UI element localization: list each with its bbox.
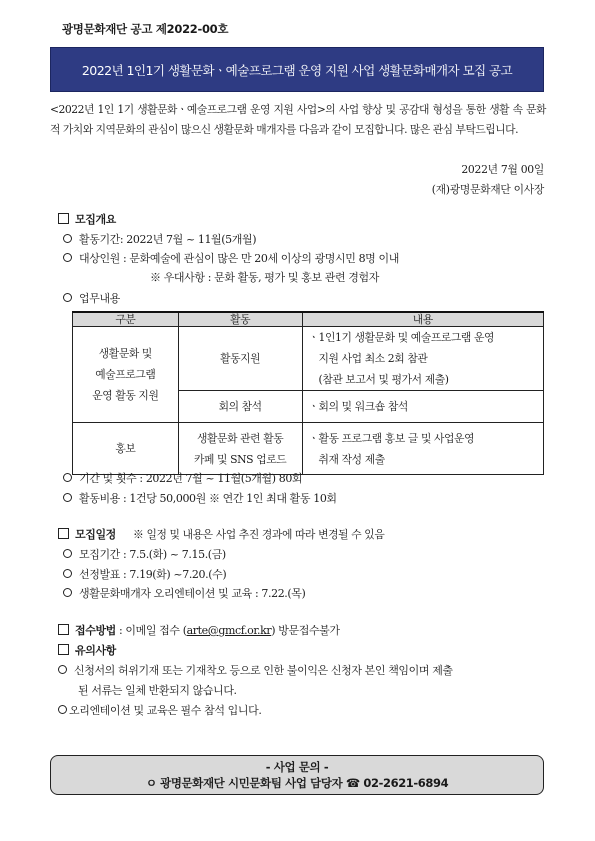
section-heading: 접수방법 xyxy=(75,624,116,637)
intro-paragraph: <2022년 1인 1기 생활문화ㆍ예술프로그램 운영 지원 사업>의 사업 향상 및 공감대 형성을 통한 생활 속 문화적 가치와 지역문화의 관심이 많으신 생활문화 매개자를 다음과 같이 모집합니다. 많은 관심 부탁드립니다. xyxy=(50,103,546,136)
list-item: 기간 및 횟수 : 2022년 7월 ~ 11월(5개월) 80회 xyxy=(63,470,302,486)
table-row xyxy=(73,327,544,391)
list-item: 대상인원 : 문화예술에 관심이 많은 만 20세 이상의 광명시민 8명 이내 xyxy=(63,250,399,266)
circle-bullet-icon xyxy=(63,473,72,482)
checkbox-square-icon xyxy=(58,213,69,224)
activity-cell: 생활문화 관련 활동 카페 및 SNS 업로드 xyxy=(178,423,302,475)
title-banner xyxy=(50,47,544,92)
circle-bullet-icon xyxy=(63,293,72,302)
activity-cell: 회의 참석 xyxy=(178,391,302,423)
preference-note: ※ 우대사항 : 문화 활동, 평가 및 홍보 관련 경험자 xyxy=(150,271,379,284)
category-cell: 홍보 xyxy=(73,423,179,475)
inquiry-box xyxy=(50,755,544,795)
list-item-continued: 된 서류는 일체 반환되지 않습니다. xyxy=(78,684,237,697)
section-caution xyxy=(58,642,116,658)
section-overview xyxy=(58,211,116,227)
table-row xyxy=(73,423,544,475)
checkbox-square-icon xyxy=(58,624,69,635)
issuer: (재)광명문화재단 이사장 xyxy=(431,183,544,196)
table-header-row xyxy=(73,312,544,327)
circle-bullet-icon xyxy=(63,234,72,243)
section-application: 접수방법 : 이메일 접수 (arte@gmcf.or.kr) 방문접수불가 xyxy=(58,622,340,638)
section-schedule xyxy=(58,526,384,542)
checkbox-square-icon xyxy=(58,528,69,539)
announcement-date: 2022년 7월 00일 xyxy=(461,163,544,176)
section-heading: 모집일정 xyxy=(75,528,116,541)
circle-bullet-icon xyxy=(63,253,72,262)
circle-bullet-icon xyxy=(63,588,72,597)
work-content-table xyxy=(72,311,544,475)
list-item: 모집기간 : 7.5.(화) ~ 7.15.(금) xyxy=(63,546,226,562)
section-heading: 모집개요 xyxy=(75,213,116,226)
list-item: 생활문화매개자 오리엔테이션 및 교육 : 7.22.(목) xyxy=(63,585,305,601)
circle-bullet-icon xyxy=(58,705,67,714)
list-item: 신청서의 허위기재 또는 기재착오 등으로 인한 불이익은 신청자 본인 책임이며 제출 xyxy=(58,662,453,678)
section-heading: 유의사항 xyxy=(75,644,116,657)
content-cell: ㆍ1인1기 생활문화 및 예술프로그램 운영 지원 사업 최소 2회 참관 (참관 보고서 및 평가서 제출) xyxy=(302,327,543,391)
content-cell: ㆍ활동 프로그램 홍보 글 및 사업운영 취재 작성 제출 xyxy=(302,423,543,475)
circle-bullet-icon xyxy=(63,493,72,502)
circle-bullet-icon xyxy=(58,665,67,674)
column-header: 내용 xyxy=(302,312,543,327)
circle-bullet-icon xyxy=(63,549,72,558)
document-number: 광명문화재단 공고 제2022-00호 xyxy=(62,22,229,36)
list-item: 오리엔테이션 및 교육은 필수 참석 입니다. xyxy=(58,702,261,718)
list-item: 업무내용 xyxy=(63,290,120,306)
content-cell: ㆍ회의 및 워크숍 참석 xyxy=(302,391,543,423)
list-item: 활동비용 : 1건당 50,000원 ※ 연간 1인 최대 활동 10회 xyxy=(63,490,337,506)
list-item: 선정발표 : 7.19(화) ~7.20.(수) xyxy=(63,566,226,582)
inquiry-title: - 사업 문의 - xyxy=(265,760,329,774)
list-item: 활동기간: 2022년 7월 ~ 11월(5개월) xyxy=(63,231,256,247)
column-header: 구분 xyxy=(73,312,179,327)
circle-bullet-icon xyxy=(63,569,72,578)
email-link[interactable]: arte@gmcf.or.kr xyxy=(186,624,272,637)
schedule-note: ※ 일정 및 내용은 사업 추진 경과에 따라 변경될 수 있음 xyxy=(133,528,385,541)
category-cell: 생활문화 및 예술프로그램 운영 활동 지원 xyxy=(73,327,179,423)
column-header: 활동 xyxy=(178,312,302,327)
page-title: 2022년 1인1기 생활문화ㆍ예술프로그램 운영 지원 사업 생활문화매개자 모집 공고 xyxy=(81,63,513,78)
checkbox-square-icon xyxy=(58,644,69,655)
activity-cell: 활동지원 xyxy=(178,327,302,391)
inquiry-contact: ㅇ 광명문화재단 시민문화팀 사업 담당자 ☎ 02-2621-6894 xyxy=(145,776,449,790)
